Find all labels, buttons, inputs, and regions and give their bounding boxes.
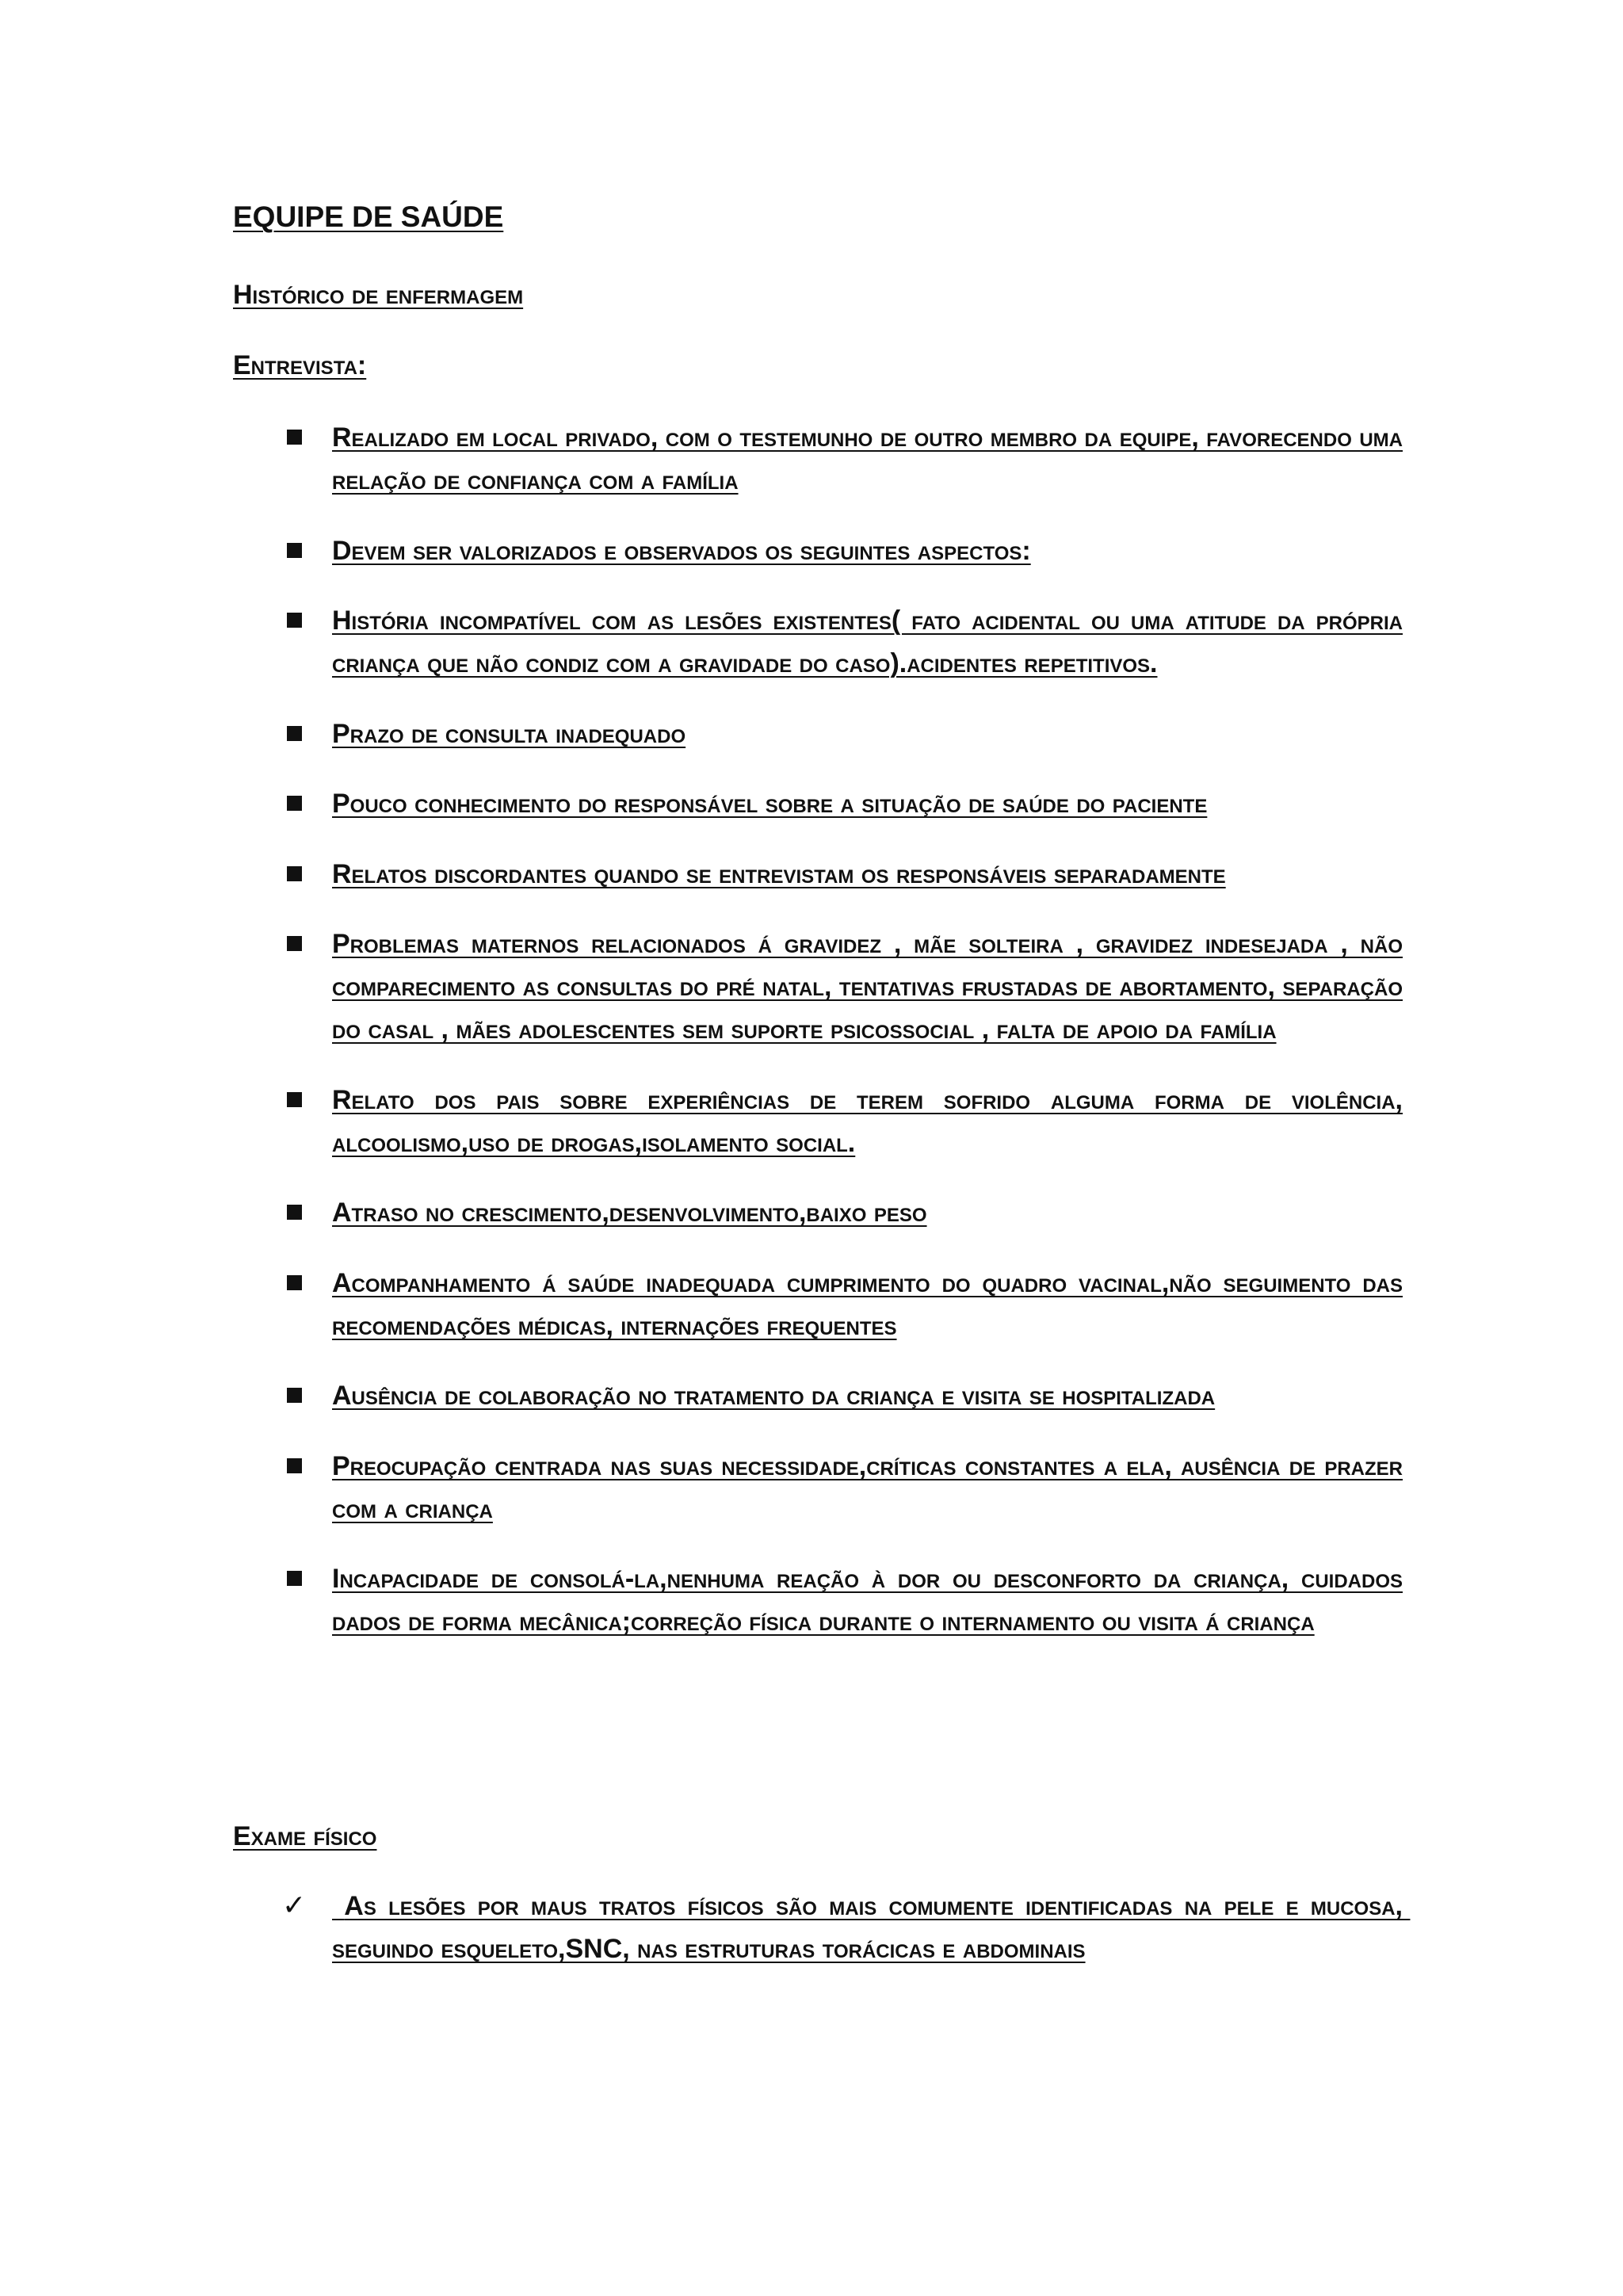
list-item (233, 599, 1403, 685)
black-square-icon (287, 1205, 302, 1220)
list-item (233, 1885, 1411, 1970)
list-item-text: Preocupação centrada nas suas necessidade,críticas constantes a ela, ausência de prazer com a criança (332, 1451, 1403, 1524)
black-square-icon (287, 1388, 302, 1403)
black-square-icon (287, 1571, 302, 1586)
list-item-text: Devem ser valorizados e observados os seguintes aspectos: (332, 536, 1031, 566)
document-title: EQUIPE DE SAÚDE (233, 201, 504, 233)
list-item-text: Acompanhamento á saúde inadequada cumprimento do quadro vacinal,não seguimento das recomendações médicas, internações frequentes (332, 1268, 1403, 1341)
list-item (233, 712, 1403, 755)
black-square-icon (287, 866, 302, 881)
list-item (233, 1374, 1403, 1417)
list-item-text: História incompatível com as lesões existentes( fato acidental ou uma atitude da própria criança que não condiz com a gravidade do caso).acidentes repetitivos. (332, 606, 1403, 678)
list-item (233, 416, 1403, 502)
subsection-heading-entrevista: Entrevista: (233, 350, 367, 380)
list-item-text: Pouco conhecimento do responsável sobre a situação de saúde do paciente (332, 789, 1208, 819)
list-item (233, 1557, 1403, 1643)
section-heading-historico: Histórico de enfermagem (233, 280, 524, 310)
list-item (233, 1191, 1403, 1234)
black-square-icon (287, 726, 302, 741)
interview-list (233, 416, 1403, 1643)
black-square-icon (287, 1458, 302, 1473)
exam-list (233, 1885, 1411, 1970)
list-item-text: As lesões por maus tratos físicos são mais comumente identificadas na pele e mucosa, seguindo esqueleto,SNC, nas estruturas torácicas e abdominais (332, 1891, 1411, 1964)
list-item-text: Realizado em local privado, com o testemunho de outro membro da equipe, favorecendo uma relação de confiança com a família (332, 422, 1403, 495)
list-item-text: Relatos discordantes quando se entrevistam os responsáveis separadamente (332, 859, 1226, 889)
list-item (233, 853, 1403, 896)
check-mark-icon: ✓ (282, 1889, 307, 1922)
black-square-icon (287, 936, 302, 951)
black-square-icon (287, 430, 302, 445)
list-item-text: Ausência de colaboração no tratamento da criança e visita se hospitalizada (332, 1381, 1216, 1411)
list-item-text: Prazo de consulta inadequado (332, 719, 686, 749)
list-item-text: Incapacidade de consolá-la,nenhuma reação à dor ou desconforto da criança, cuidados dados de forma mecânica;correção física durante o internamento ou visita á criança (332, 1564, 1403, 1637)
black-square-icon (287, 796, 302, 811)
list-item (233, 1079, 1403, 1164)
list-item (233, 923, 1403, 1051)
section-heading-exame-fisico: Exame físico (233, 1821, 377, 1851)
list-item-text: Problemas maternos relacionados á gravidez , mãe solteira , gravidez indesejada , não comparecimento as consultas do pré natal, tentativas frustadas de abortamento, separação do casal , mães adolescentes sem suporte psicossocial , falta de apoio da família (332, 929, 1403, 1045)
list-item-text: Relato dos pais sobre experiências de terem sofrido alguma forma de violência, alcoolismo,uso de drogas,isolamento social. (332, 1085, 1403, 1158)
list-item (233, 782, 1403, 825)
black-square-icon (287, 543, 302, 558)
list-item-text: Atraso no crescimento,desenvolvimento,baixo peso (332, 1198, 927, 1228)
list-item (233, 529, 1403, 572)
black-square-icon (287, 1275, 302, 1290)
black-square-icon (287, 613, 302, 628)
list-item (233, 1445, 1403, 1530)
black-square-icon (287, 1092, 302, 1107)
list-item (233, 1262, 1403, 1347)
